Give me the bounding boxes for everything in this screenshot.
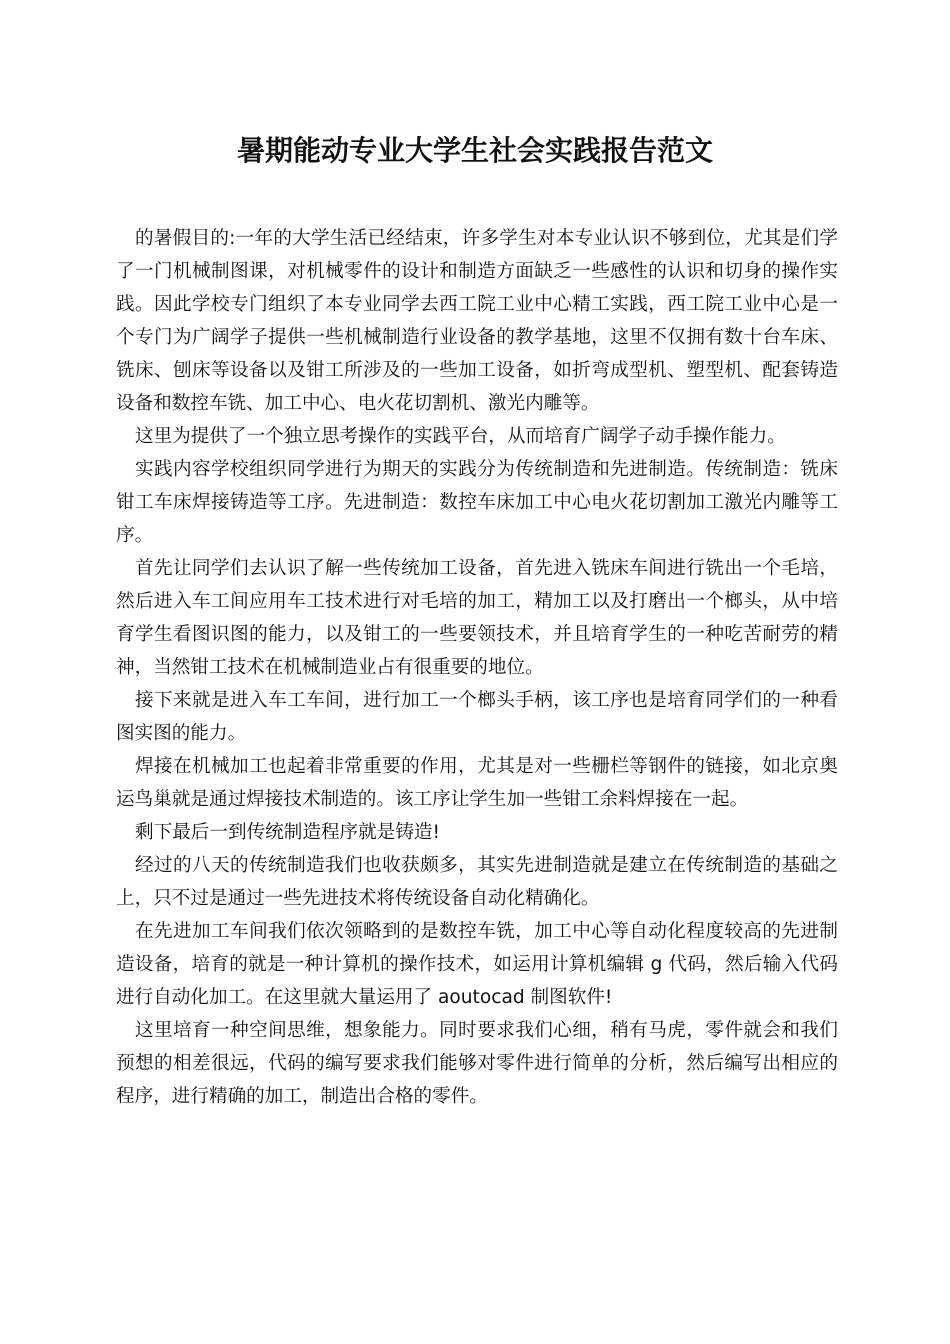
paragraph-casting: 剩下最后一到传统制造程序就是铸造! <box>135 822 440 843</box>
document-title: 暑期能动专业大学生社会实践报告范文 <box>236 134 713 167</box>
paragraph-harvest: 经过的八天的传统制造我们也收获颇多，其实先进制造就是建立在传统制造的基础之上，只不过是通过一些先进技术将传统设备自动化精确化。 <box>116 855 838 909</box>
paragraph-welding: 焊接在机械加工也起着非常重要的作用，尤其是对一些栅栏等钢件的链接，如北京奥运鸟巢就是通过焊接技术制造的。该工序让学生加一些钳工余料焊接在一起。 <box>116 756 838 810</box>
paragraph-content: 实践内容学校组织同学进行为期天的实践分为传统制造和先进制造。传统制造：铣床钳工车床焊接铸造等工序。先进制造：数控车床加工中心电火花切割加工激光内雕等工序。 <box>116 459 838 546</box>
paragraph-spatial-thinking: 这里培育一种空间思维，想象能力。同时要求我们心细，稍有马虎，零件就会和我们预想的相差很远，代码的编写要求我们能够对零件进行简单的分析，然后编写出相应的程序，进行精确的加工，制造出合格的零件。 <box>116 1020 838 1107</box>
paragraph-advanced-workshop: 在先进加工车间我们依次领略到的是数控车铣，加工中心等自动化程度较高的先进制造设备，培育的就是一种计算机的操作技术，如运用计算机编辑 g 代码，然后输入代码进行自动化加工。在这里就大量运用了 aoutocad 制图软件! <box>116 921 838 1008</box>
paragraph-platform: 这里为提供了一个独立思考操作的实践平台，从而培育广阔学子动手操作能力。 <box>135 426 786 447</box>
paragraph-purpose: 的暑假目的:一年的大学生活已经结束，许多学生对本专业认识不够到位，尤其是们学了一门机械制图课，对机械零件的设计和制造方面缺乏一些感性的认识和切身的操作实践。因此学校专门组织了本专业同学去西工院工业中心精工实践，西工院工业中心是一个专门为广阔学子提供一些机械制造行业设备的教学基地，这里不仅拥有数十台车床、铣床、刨床等设备以及钳工所涉及的一些加工设备，如折弯成型机、塑型机、配套铸造设备和数控车铣、加工中心、电火花切割机、激光内雕等。 <box>116 228 838 414</box>
paragraph-traditional-equipment: 首先让同学们去认识了解一些传统加工设备，首先进入铣床车间进行铣出一个毛培，然后进入车工间应用车工技术进行对毛培的加工，精加工以及打磨出一个榔头，从中培育学生看图识图的能力，以及钳工的一些要领技术，并且培育学生的一种吃苦耐劳的精神，当然钳工技术在机械制造业占有很重要的地位。 <box>116 558 838 678</box>
document-body <box>116 222 838 1113</box>
paragraph-lathe-workshop: 接下来就是进入车工车间，进行加工一个榔头手柄，该工序也是培育同学们的一种看图实图的能力。 <box>116 690 838 744</box>
